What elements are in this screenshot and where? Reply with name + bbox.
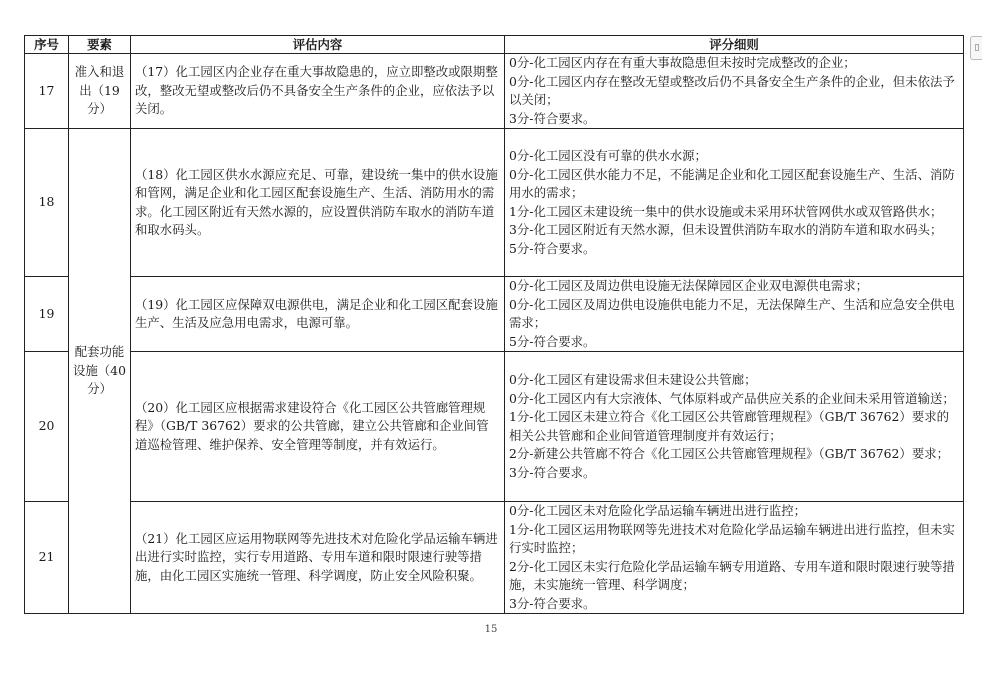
header-element: 要素	[69, 36, 131, 54]
row-element: 准入和退出（19分）	[69, 54, 131, 129]
document-icon[interactable]: ▯	[970, 36, 982, 60]
criteria-line: 2分-新建公共管廊不符合《化工园区公共管廊管理规程》（GB/T 36762）要求；	[509, 446, 949, 461]
header-seq: 序号	[25, 36, 69, 54]
criteria-line: 0分-化工园区及周边供电设施无法保障园区企业双电源供电需求；	[509, 278, 869, 293]
row-content: （21）化工园区应运用物联网等先进技术对危险化学品运输车辆进出进行实时监控，实行专用道路、专用车道和限时限速行驶等措施，由化工园区实施统一管理、科学调度，防止安全风险积聚。	[131, 502, 505, 614]
page-number: 15	[484, 624, 498, 635]
row-content: （18）化工园区供水水源应充足、可靠，建设统一集中的供水设施和管网，满足企业和化工园区配套设施生产、生活、消防用水的需求。化工园区附近有天然水源的，应设置供消防车取水的消防车道和取水码头。	[131, 129, 505, 277]
row-element: 配套功能设施（40分）	[69, 129, 131, 614]
row-seq: 21	[25, 502, 69, 614]
criteria-line: 0分-化工园区内存在有重大事故隐患但未按时完成整改的企业；	[509, 55, 856, 70]
criteria-line: 3分-符合要求。	[509, 110, 596, 126]
table-header-row	[25, 36, 964, 54]
criteria-line: 0分-化工园区供水能力不足，不能满足企业和化工园区配套设施生产、生活、消防用水的需求；	[509, 166, 955, 200]
row-criteria	[505, 54, 964, 129]
criteria-line: 3分-符合要求。	[509, 464, 596, 480]
table-row	[25, 352, 964, 502]
header-content: 评估内容	[131, 36, 505, 54]
row-content: （20）化工园区应根据需求建设符合《化工园区公共管廊管理规程》（GB/T 36762）要求的公共管廊，建立公共管廊和企业间管道巡检管理、维护保养、安全管理等制度，并有效运行。	[131, 352, 505, 502]
row-content: （17）化工园区内企业存在重大事故隐患的，应立即整改或限期整改，整改无望或整改后仍不具备安全生产条件的企业，应依法予以关闭。	[131, 54, 505, 129]
criteria-line: 3分-化工园区附近有天然水源，但未设置供消防车取水的消防车道和取水码头；	[509, 222, 943, 237]
row-seq: 19	[25, 277, 69, 352]
row-criteria	[505, 502, 964, 614]
criteria-line: 1分-化工园区未建设统一集中的供水设施或未采用环状管网供水或双管路供水；	[509, 203, 943, 219]
row-seq: 18	[25, 129, 69, 277]
criteria-line: 0分-化工园区未对危险化学品运输车辆进出进行监控；	[509, 503, 807, 518]
row-criteria	[505, 129, 964, 277]
evaluation-table	[24, 35, 964, 614]
row-seq: 17	[25, 54, 69, 129]
table-row	[25, 502, 964, 614]
criteria-line: 5分-符合要求。	[509, 333, 596, 349]
criteria-line: 1分-化工园区未建立符合《化工园区公共管廊管理规程》（GB/T 36762）要求的相关公共管廊和企业间管道管理制度并有效运行；	[509, 409, 949, 443]
criteria-line: 5分-符合要求。	[509, 240, 596, 256]
row-content: （19）化工园区应保障双电源供电，满足企业和化工园区配套设施生产、生活及应急用电需求，电源可靠。	[131, 277, 505, 352]
criteria-line: 3分-符合要求。	[509, 595, 596, 611]
table-row	[25, 277, 964, 352]
criteria-line: 2分-化工园区未实行危险化学品运输车辆专用道路、专用车道和限时限速行驶等措施，未实施统一管理、科学调度；	[509, 558, 955, 592]
row-criteria	[505, 352, 964, 502]
criteria-line: 0分-化工园区内有大宗液体、气体原料或产品供应关系的企业间未采用管道输送；	[509, 390, 955, 406]
row-criteria	[505, 277, 964, 352]
row-seq: 20	[25, 352, 69, 502]
criteria-line: 0分-化工园区及周边供电设施供电能力不足，无法保障生产、生活和应急安全供电需求；	[509, 296, 955, 330]
criteria-line: 0分-化工园区内存在整改无望或整改后仍不具备安全生产条件的企业，但未依法予以关闭；	[509, 73, 955, 107]
criteria-line: 0分-化工园区有建设需求但未建设公共管廊；	[509, 372, 757, 387]
criteria-line: 0分-化工园区没有可靠的供水水源；	[509, 148, 707, 163]
criteria-line: 1分-化工园区运用物联网等先进技术对危险化学品运输车辆进出进行监控，但未实行实时监控；	[509, 521, 955, 555]
table-row	[25, 54, 964, 129]
table-row	[25, 129, 964, 277]
header-criteria: 评分细则	[505, 36, 964, 54]
